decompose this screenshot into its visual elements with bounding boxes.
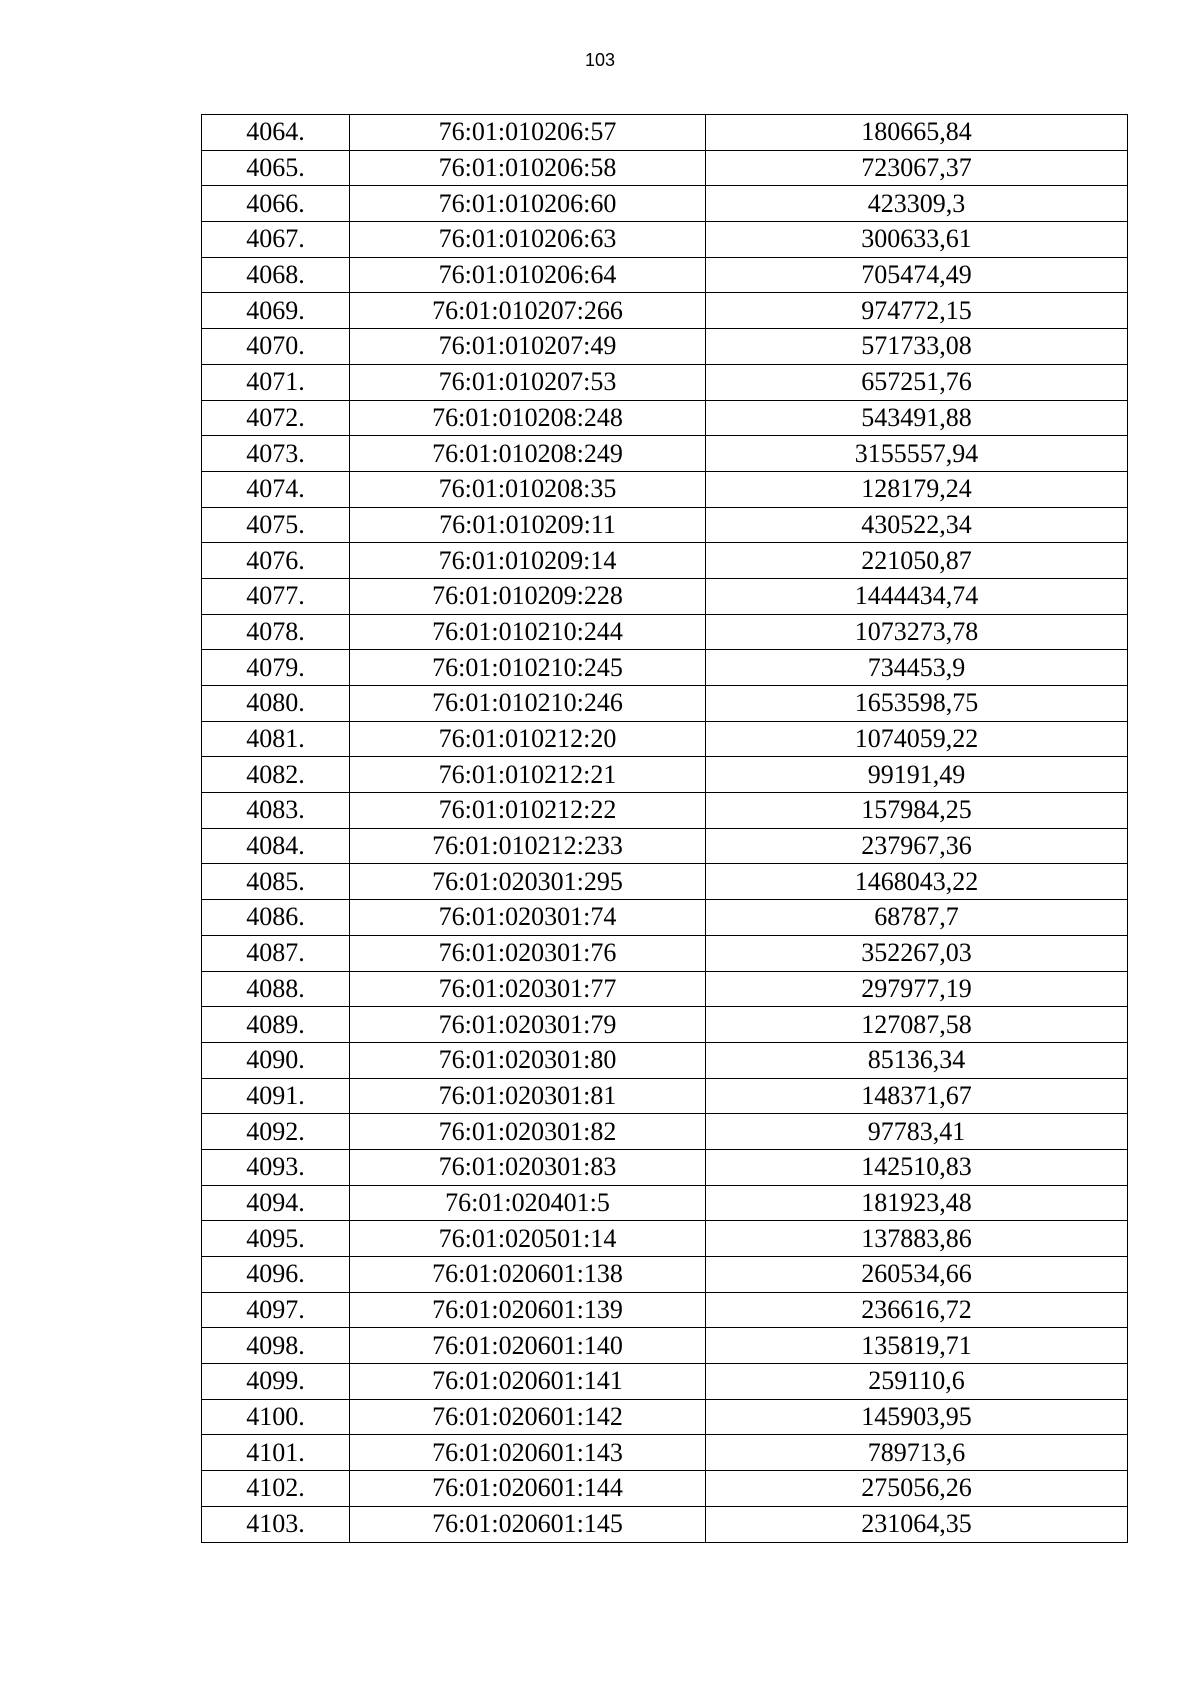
cadastral-number-cell: 76:01:020301:295 — [350, 864, 706, 900]
value-cell: 97783,41 — [706, 1114, 1128, 1150]
row-number-cell: 4102. — [202, 1471, 350, 1507]
table-row — [202, 1506, 1128, 1542]
cadastral-value-table — [201, 114, 1128, 1543]
value-cell: 237967,36 — [706, 828, 1128, 864]
row-number-cell: 4067. — [202, 222, 350, 258]
row-number-cell: 4084. — [202, 828, 350, 864]
cadastral-number-cell: 76:01:020301:83 — [350, 1149, 706, 1185]
row-number-cell: 4078. — [202, 614, 350, 650]
value-cell: 181923,48 — [706, 1185, 1128, 1221]
page-number: 103 — [584, 50, 616, 70]
table-row — [202, 257, 1128, 293]
row-number-cell: 4097. — [202, 1292, 350, 1328]
table-row — [202, 1364, 1128, 1400]
cadastral-number-cell: 76:01:010210:246 — [350, 686, 706, 722]
value-cell: 297977,19 — [706, 971, 1128, 1007]
cadastral-number-cell: 76:01:020301:74 — [350, 900, 706, 936]
table-row — [202, 935, 1128, 971]
cadastral-number-cell: 76:01:010209:228 — [350, 578, 706, 614]
cadastral-number-cell: 76:01:020301:76 — [350, 935, 706, 971]
row-number-cell: 4071. — [202, 364, 350, 400]
cadastral-number-cell: 76:01:010206:58 — [350, 150, 706, 186]
value-cell: 259110,6 — [706, 1364, 1128, 1400]
table-row — [202, 1042, 1128, 1078]
table-row — [202, 1292, 1128, 1328]
cadastral-number-cell: 76:01:010212:233 — [350, 828, 706, 864]
cadastral-number-cell: 76:01:010212:22 — [350, 793, 706, 829]
row-number-cell: 4100. — [202, 1399, 350, 1435]
table-row — [202, 864, 1128, 900]
table-row — [202, 222, 1128, 258]
value-cell: 275056,26 — [706, 1471, 1128, 1507]
row-number-cell: 4080. — [202, 686, 350, 722]
table-row — [202, 400, 1128, 436]
table-row — [202, 1399, 1128, 1435]
row-number-cell: 4070. — [202, 329, 350, 365]
table-row — [202, 1471, 1128, 1507]
table-row — [202, 686, 1128, 722]
table-row — [202, 329, 1128, 365]
table-row — [202, 1221, 1128, 1257]
cadastral-number-cell: 76:01:020301:77 — [350, 971, 706, 1007]
cadastral-number-cell: 76:01:020601:139 — [350, 1292, 706, 1328]
table-row — [202, 1328, 1128, 1364]
cadastral-number-cell: 76:01:010206:64 — [350, 257, 706, 293]
row-number-cell: 4075. — [202, 507, 350, 543]
cadastral-number-cell: 76:01:020601:141 — [350, 1364, 706, 1400]
value-cell: 148371,67 — [706, 1078, 1128, 1114]
value-cell: 1444434,74 — [706, 578, 1128, 614]
table-row — [202, 507, 1128, 543]
table-row — [202, 1007, 1128, 1043]
value-cell: 1074059,22 — [706, 721, 1128, 757]
row-number-cell: 4090. — [202, 1042, 350, 1078]
cadastral-number-cell: 76:01:010206:63 — [350, 222, 706, 258]
row-number-cell: 4076. — [202, 543, 350, 579]
row-number-cell: 4079. — [202, 650, 350, 686]
cadastral-number-cell: 76:01:010206:57 — [350, 115, 706, 151]
cadastral-number-cell: 76:01:020601:145 — [350, 1506, 706, 1542]
value-cell: 430522,34 — [706, 507, 1128, 543]
value-cell: 657251,76 — [706, 364, 1128, 400]
value-cell: 142510,83 — [706, 1149, 1128, 1185]
value-cell: 99191,49 — [706, 757, 1128, 793]
row-number-cell: 4066. — [202, 186, 350, 222]
cadastral-number-cell: 76:01:020401:5 — [350, 1185, 706, 1221]
table-row — [202, 1185, 1128, 1221]
table-row — [202, 793, 1128, 829]
cadastral-number-cell: 76:01:010207:266 — [350, 293, 706, 329]
row-number-cell: 4081. — [202, 721, 350, 757]
table-row — [202, 900, 1128, 936]
row-number-cell: 4092. — [202, 1114, 350, 1150]
table-row — [202, 150, 1128, 186]
table-row — [202, 293, 1128, 329]
table-row — [202, 721, 1128, 757]
cadastral-number-cell: 76:01:020601:140 — [350, 1328, 706, 1364]
value-cell: 135819,71 — [706, 1328, 1128, 1364]
value-cell: 128179,24 — [706, 471, 1128, 507]
value-cell: 974772,15 — [706, 293, 1128, 329]
row-number-cell: 4088. — [202, 971, 350, 1007]
value-cell: 231064,35 — [706, 1506, 1128, 1542]
cadastral-number-cell: 76:01:020601:143 — [350, 1435, 706, 1471]
value-cell: 157984,25 — [706, 793, 1128, 829]
cadastral-number-cell: 76:01:010210:244 — [350, 614, 706, 650]
value-cell: 423309,3 — [706, 186, 1128, 222]
row-number-cell: 4069. — [202, 293, 350, 329]
table-row — [202, 364, 1128, 400]
table-row — [202, 971, 1128, 1007]
cadastral-number-cell: 76:01:010210:245 — [350, 650, 706, 686]
cadastral-number-cell: 76:01:010207:49 — [350, 329, 706, 365]
cadastral-number-cell: 76:01:020601:138 — [350, 1257, 706, 1293]
table-row — [202, 1114, 1128, 1150]
table-row — [202, 1435, 1128, 1471]
cadastral-number-cell: 76:01:020301:82 — [350, 1114, 706, 1150]
row-number-cell: 4101. — [202, 1435, 350, 1471]
cadastral-number-cell: 76:01:010208:248 — [350, 400, 706, 436]
cadastral-number-cell: 76:01:010208:35 — [350, 471, 706, 507]
value-cell: 137883,86 — [706, 1221, 1128, 1257]
table-row — [202, 1149, 1128, 1185]
value-cell: 705474,49 — [706, 257, 1128, 293]
row-number-cell: 4072. — [202, 400, 350, 436]
value-cell: 127087,58 — [706, 1007, 1128, 1043]
value-cell: 352267,03 — [706, 935, 1128, 971]
value-cell: 180665,84 — [706, 115, 1128, 151]
table-row — [202, 1078, 1128, 1114]
value-cell: 723067,37 — [706, 150, 1128, 186]
cadastral-number-cell: 76:01:010212:21 — [350, 757, 706, 793]
cadastral-number-cell: 76:01:020601:142 — [350, 1399, 706, 1435]
table-row — [202, 115, 1128, 151]
cadastral-number-cell: 76:01:010207:53 — [350, 364, 706, 400]
table-row — [202, 757, 1128, 793]
value-cell: 1073273,78 — [706, 614, 1128, 650]
row-number-cell: 4089. — [202, 1007, 350, 1043]
row-number-cell: 4098. — [202, 1328, 350, 1364]
value-cell: 571733,08 — [706, 329, 1128, 365]
value-cell: 260534,66 — [706, 1257, 1128, 1293]
value-cell: 3155557,94 — [706, 436, 1128, 472]
cadastral-number-cell: 76:01:010212:20 — [350, 721, 706, 757]
table-body — [202, 115, 1128, 1543]
row-number-cell: 4065. — [202, 150, 350, 186]
table-row — [202, 436, 1128, 472]
row-number-cell: 4074. — [202, 471, 350, 507]
value-cell: 300633,61 — [706, 222, 1128, 258]
value-cell: 734453,9 — [706, 650, 1128, 686]
table-row — [202, 614, 1128, 650]
table-row — [202, 1257, 1128, 1293]
cadastral-number-cell: 76:01:010208:249 — [350, 436, 706, 472]
row-number-cell: 4085. — [202, 864, 350, 900]
table-row — [202, 578, 1128, 614]
row-number-cell: 4082. — [202, 757, 350, 793]
cadastral-number-cell: 76:01:020501:14 — [350, 1221, 706, 1257]
value-cell: 221050,87 — [706, 543, 1128, 579]
row-number-cell: 4095. — [202, 1221, 350, 1257]
row-number-cell: 4077. — [202, 578, 350, 614]
table-row — [202, 543, 1128, 579]
row-number-cell: 4091. — [202, 1078, 350, 1114]
table-row — [202, 650, 1128, 686]
cadastral-number-cell: 76:01:020301:79 — [350, 1007, 706, 1043]
table-row — [202, 186, 1128, 222]
cadastral-number-cell: 76:01:020301:81 — [350, 1078, 706, 1114]
cadastral-number-cell: 76:01:020601:144 — [350, 1471, 706, 1507]
value-cell: 236616,72 — [706, 1292, 1128, 1328]
row-number-cell: 4086. — [202, 900, 350, 936]
value-cell: 68787,7 — [706, 900, 1128, 936]
row-number-cell: 4096. — [202, 1257, 350, 1293]
row-number-cell: 4099. — [202, 1364, 350, 1400]
table-row — [202, 828, 1128, 864]
row-number-cell: 4087. — [202, 935, 350, 971]
row-number-cell: 4083. — [202, 793, 350, 829]
value-cell: 145903,95 — [706, 1399, 1128, 1435]
cadastral-number-cell: 76:01:010209:14 — [350, 543, 706, 579]
value-cell: 85136,34 — [706, 1042, 1128, 1078]
row-number-cell: 4094. — [202, 1185, 350, 1221]
row-number-cell: 4093. — [202, 1149, 350, 1185]
row-number-cell: 4064. — [202, 115, 350, 151]
value-cell: 789713,6 — [706, 1435, 1128, 1471]
table-row — [202, 471, 1128, 507]
row-number-cell: 4073. — [202, 436, 350, 472]
cadastral-number-cell: 76:01:010206:60 — [350, 186, 706, 222]
value-cell: 1468043,22 — [706, 864, 1128, 900]
cadastral-number-cell: 76:01:020301:80 — [350, 1042, 706, 1078]
value-cell: 1653598,75 — [706, 686, 1128, 722]
row-number-cell: 4103. — [202, 1506, 350, 1542]
cadastral-number-cell: 76:01:010209:11 — [350, 507, 706, 543]
row-number-cell: 4068. — [202, 257, 350, 293]
value-cell: 543491,88 — [706, 400, 1128, 436]
